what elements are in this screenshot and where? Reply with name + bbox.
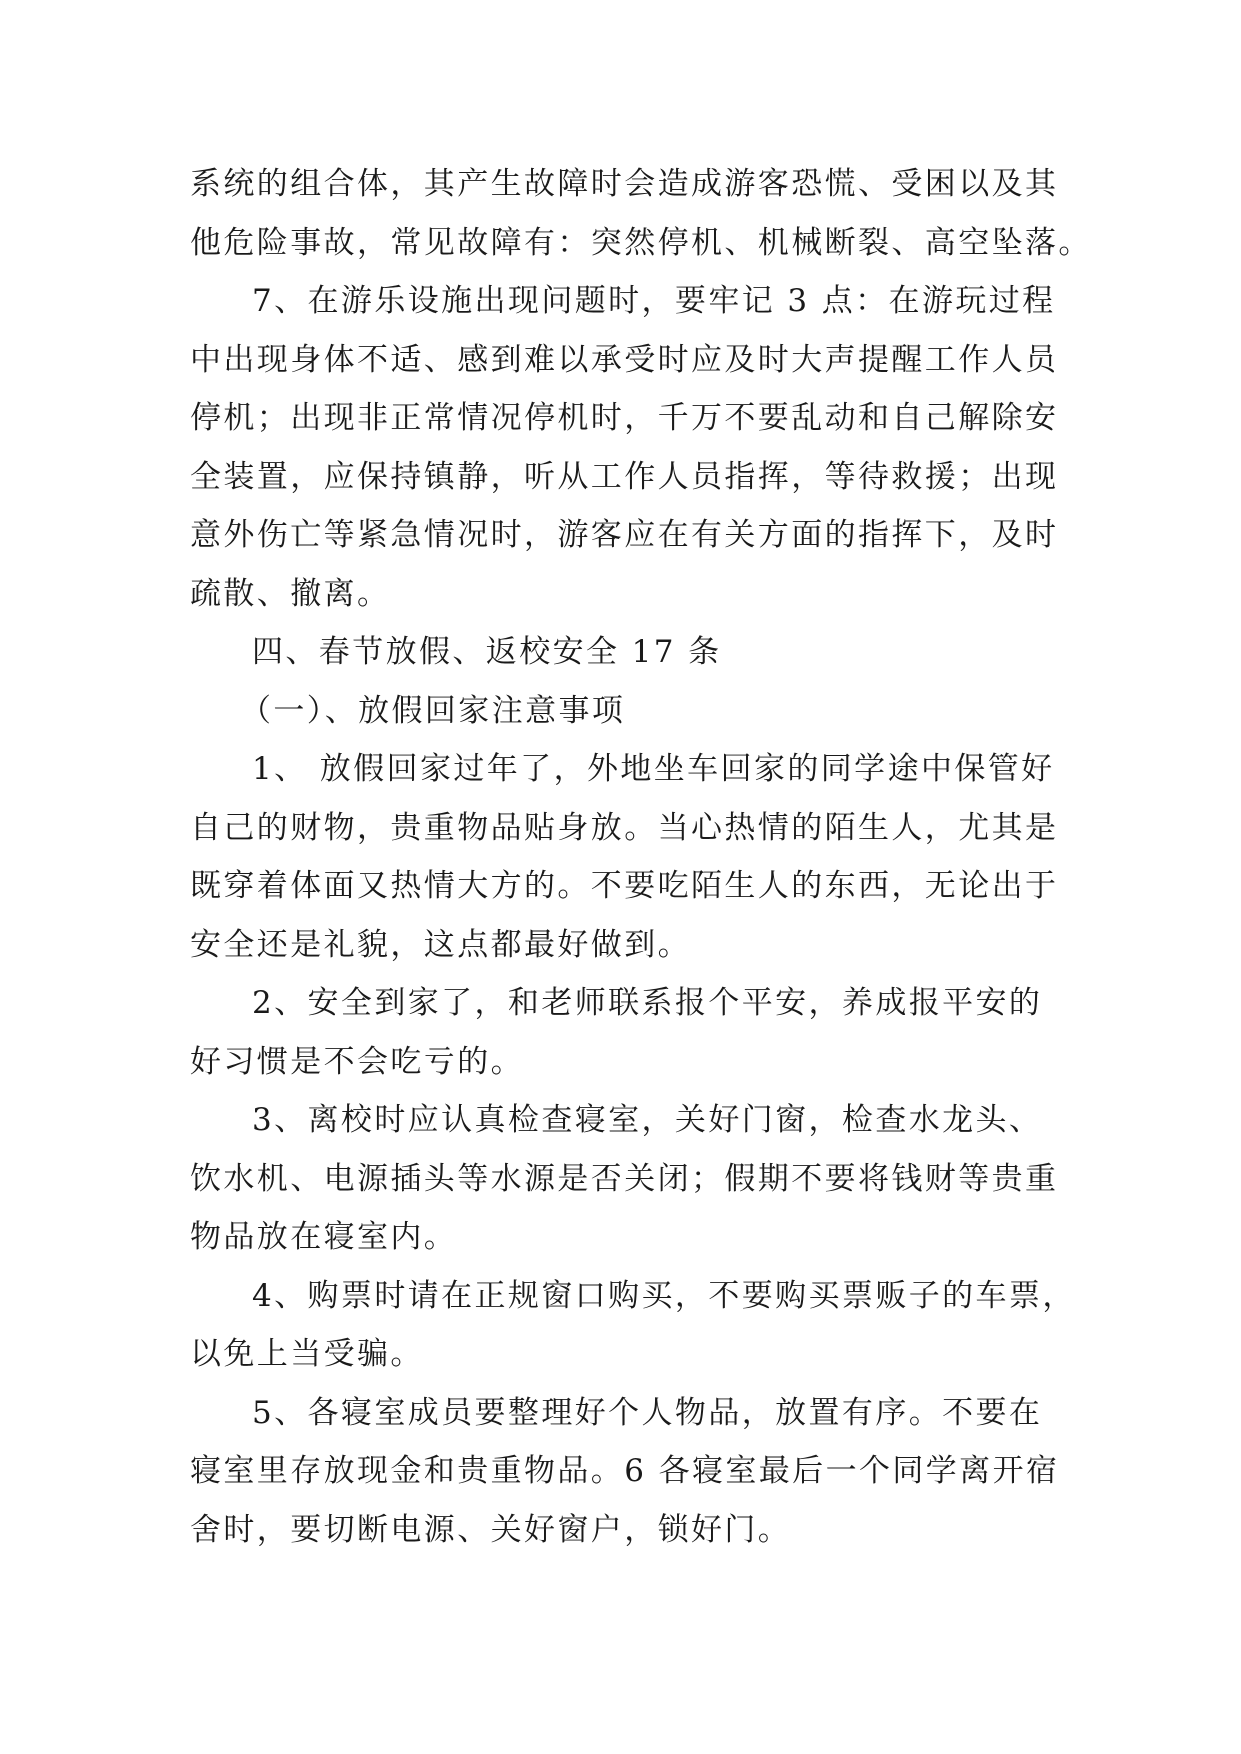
- text-line: 停机；出现非正常情况停机时，千万不要乱动和自己解除安: [190, 400, 1059, 436]
- text-line: 自己的财物，贵重物品贴身放。当心热情的陌生人，尤其是: [190, 809, 1059, 846]
- paragraph-start: 3、离校时应认真检查寝室，关好门窗，检查水龙头、: [252, 1102, 1043, 1138]
- text-line: 寝室里存放现金和贵重物品。6 各寝室最后一个同学离开宿: [190, 1453, 1060, 1489]
- paragraph-start: 4、购票时请在正规窗口购买，不要购买票贩子的车票，: [252, 1277, 1076, 1314]
- section-heading: 四、春节放假、返校安全 17 条: [252, 634, 722, 670]
- text-line: 系统的组合体，其产生故障时会造成游客恐慌、受困以及其: [190, 166, 1059, 202]
- paragraph-start: 2、安全到家了，和老师联系报个平安，养成报平安的: [252, 985, 1043, 1021]
- text-line: 好习惯是不会吃亏的。: [190, 1043, 524, 1080]
- paragraph-start: 7、在游乐设施出现问题时，要牢记 3 点：在游玩过程: [252, 283, 1056, 319]
- text-line: 以免上当受骗。: [190, 1336, 424, 1372]
- text-line: 饮水机、电源插头等水源是否关闭；假期不要将钱财等贵重: [190, 1160, 1059, 1197]
- paragraph-start: 5、各寝室成员要整理好个人物品，放置有序。不要在: [252, 1394, 1043, 1431]
- subsection-heading: （一）、放假回家注意事项: [240, 692, 626, 729]
- text-line: 舍时，要切断电源、关好窗户，锁好门。: [190, 1511, 792, 1548]
- text-line: 疏散、撤离。: [190, 575, 391, 612]
- text-line: 意外伤亡等紧急情况时，游客应在有关方面的指挥下，及时: [190, 517, 1059, 553]
- paragraph-start: 1、 放假回家过年了，外地坐车回家的同学途中保管好: [252, 751, 1055, 787]
- text-line: 全装置，应保持镇静，听从工作人员指挥，等待救援；出现: [190, 458, 1059, 495]
- text-line: 他危险事故，常见故障有：突然停机、机械断裂、高空坠落。: [190, 224, 1092, 261]
- document-body: [190, 155, 1092, 1559]
- text-line: 既穿着体面又热情大方的。不要吃陌生人的东西，无论出于: [190, 868, 1059, 904]
- text-line: 安全还是礼貌，这点都最好做到。: [190, 926, 691, 963]
- text-line: 中出现身体不适、感到难以承受时应及时大声提醒工作人员: [190, 341, 1059, 378]
- text-line: 物品放在寝室内。: [190, 1219, 458, 1255]
